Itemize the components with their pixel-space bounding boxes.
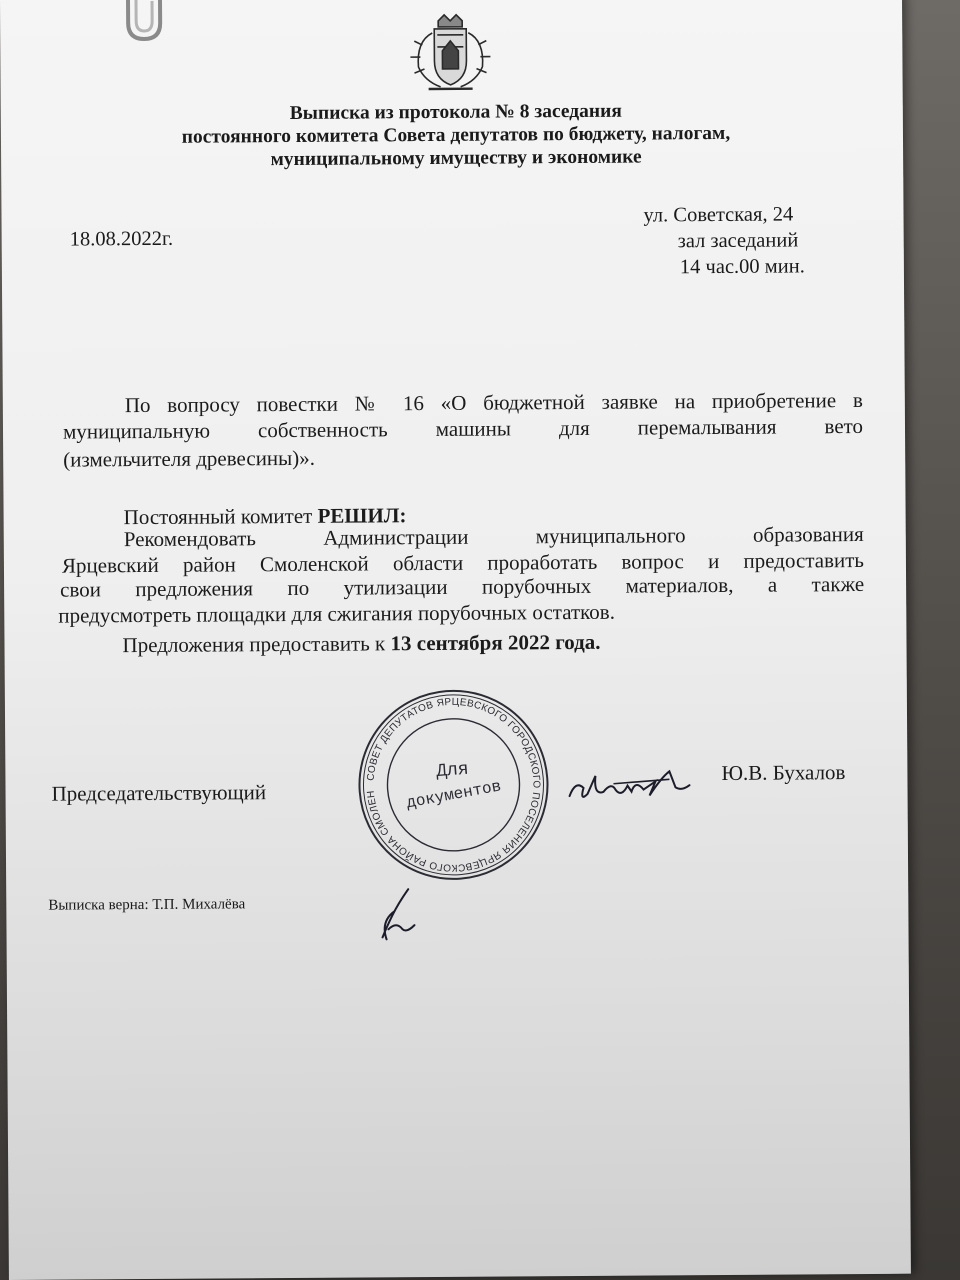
stamp-ring-text: СОВЕТ ДЕПУТАТОВ ЯРЦЕВСКОГО ГОРОДСКОГО ПОСЕЛЕНИЯ ЯРЦЕВСКОГО РАЙОНА СМОЛЕНСКОЙ — [365, 696, 542, 873]
decision-prefix: Постоянный комитет — [123, 503, 318, 530]
extract-certified-label: Выписка верна: Т.П. Михалёва — [48, 896, 246, 914]
resolution-line-4: предусмотреть площадки для сжигания порубочных остатков. — [58, 599, 615, 628]
title-line-1: Выписка из протокола № 8 заседания — [289, 100, 622, 124]
meeting-time: 14 час.00 мин. — [679, 255, 805, 279]
chair-name: Ю.В. Бухалов — [721, 760, 846, 785]
meeting-room: зал заседаний — [677, 229, 799, 253]
question-line-2: муниципальную собственность машины для перемалывания вето — [62, 413, 864, 444]
paperclip-icon — [118, 0, 178, 45]
resolution-line-1: Рекомендовать Администрации муниципального образования — [123, 521, 864, 552]
question-line-3: (измельчителя древесины)». — [63, 445, 316, 472]
stamp-center-line-2: документов — [404, 777, 503, 813]
coat-of-arms-icon — [404, 11, 497, 96]
title-line-2: постоянного комитета Совета депутатов по бюджету, налогам, — [181, 122, 731, 148]
extract-signature — [372, 885, 422, 943]
title-line-3: муниципальному имуществу и экономике — [270, 146, 642, 171]
chair-label: Председательствующий — [51, 780, 267, 806]
resolution-line-3: свои предложения по утилизации порубочных материалов, а также — [60, 571, 865, 602]
deadline-line — [122, 630, 600, 658]
official-stamp — [353, 686, 554, 883]
decision-keyword: РЕШИЛ: — [317, 503, 407, 528]
meeting-date: 18.08.2022г. — [69, 227, 174, 251]
deadline-date: 13 сентября 2022 года. — [390, 629, 601, 656]
meeting-address: ул. Советская, 24 — [643, 203, 794, 227]
question-line-1: По вопросу повестки № 16 «О бюджетной заявке на приобретение в — [124, 387, 863, 418]
stamp-center-line-1: Для — [435, 759, 470, 783]
deadline-prefix: Предложения предоставить к — [122, 631, 391, 658]
resolution-line-2: Ярцевский район Смоленской области проработать вопрос и предоставить — [61, 547, 865, 578]
chair-signature — [565, 761, 695, 806]
